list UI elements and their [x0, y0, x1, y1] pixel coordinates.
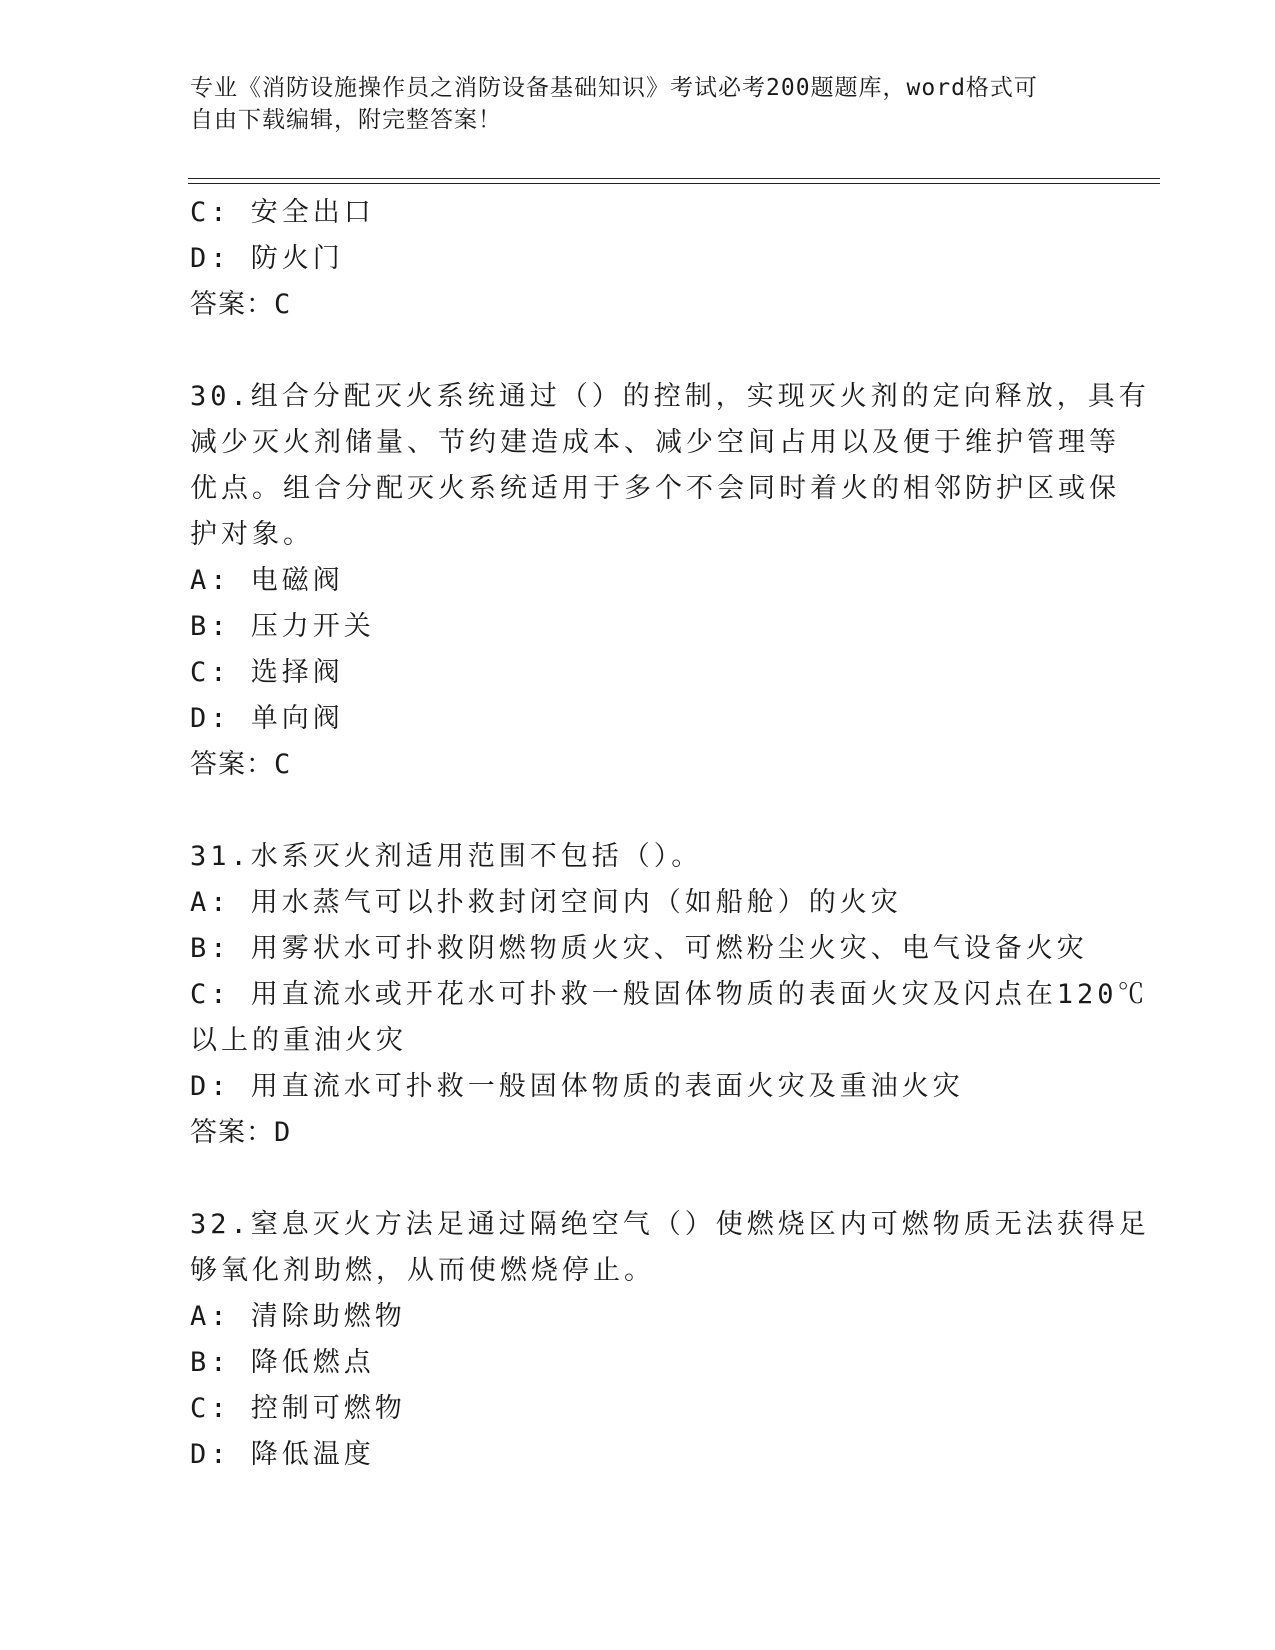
- answer-line: [190, 282, 1090, 328]
- question-30: [190, 374, 1150, 788]
- question-text-line: 30.组合分配灭火系统通过（）的控制，实现灭火剂的定向释放，具有: [190, 381, 1150, 412]
- question-text-line: 护对象。: [190, 519, 314, 550]
- option-a: A: 用水蒸气可以扑救封闭空间内（如船舱）的火灾: [190, 887, 902, 918]
- option-d: D: 降低温度: [190, 1439, 375, 1470]
- question-29-tail: [190, 190, 1090, 328]
- option-c: C: 安全出口: [190, 197, 375, 228]
- question-text-line: 31.水系灭火剂适用范围不包括（）。: [190, 841, 703, 872]
- answer-label: 答案：: [190, 749, 274, 780]
- answer-label: 答案：: [190, 1117, 274, 1148]
- header-line-2: 自由下载编辑，附完整答案！: [190, 107, 502, 133]
- question-text-line: 优点。组合分配灭火系统适用于多个不会同时着火的相邻防护区或保: [190, 473, 1120, 504]
- answer-line: [190, 742, 1090, 788]
- question-text-line: 减少灭火剂储量、节约建造成本、减少空间占用以及便于维护管理等: [190, 427, 1120, 458]
- answer-value: C: [274, 749, 292, 780]
- question-text-line: 32.窒息灭火方法足通过隔绝空气（）使燃烧区内可燃物质无法获得足: [190, 1209, 1150, 1240]
- answer-label: 答案：: [190, 289, 274, 320]
- question-31: [190, 834, 1149, 1156]
- header-divider-top: [188, 178, 1160, 179]
- option-c: C: 控制可燃物: [190, 1393, 406, 1424]
- option-d: D: 防火门: [190, 243, 344, 274]
- document-header: [190, 72, 1090, 136]
- option-b: B: 用雾状水可扑救阴燃物质火灾、可燃粉尘火灾、电气设备火灾: [190, 933, 1088, 964]
- header-divider-bottom: [188, 183, 1160, 184]
- answer-value: C: [274, 289, 292, 320]
- option-a: A: 清除助燃物: [190, 1301, 406, 1332]
- question-list: [190, 190, 1150, 1478]
- option-b: B: 降低燃点: [190, 1347, 375, 1378]
- header-line-1: 专业《消防设施操作员之消防设备基础知识》考试必考200题题库，word格式可: [190, 75, 1038, 101]
- question-32: [190, 1202, 1150, 1478]
- answer-line: [190, 1110, 1090, 1156]
- option-d: D: 单向阀: [190, 703, 344, 734]
- question-text-line: 够氧化剂助燃，从而使燃烧停止。: [190, 1255, 655, 1286]
- option-d: D: 用直流水可扑救一般固体物质的表面火灾及重油火灾: [190, 1071, 964, 1102]
- option-c-continued: 以上的重油火灾: [190, 1025, 407, 1056]
- option-a: A: 电磁阀: [190, 565, 344, 596]
- option-c: C: 选择阀: [190, 657, 344, 688]
- option-c: C: 用直流水或开花水可扑救一般固体物质的表面火灾及闪点在120℃: [190, 979, 1149, 1010]
- option-b: B: 压力开关: [190, 611, 375, 642]
- answer-value: D: [274, 1117, 292, 1148]
